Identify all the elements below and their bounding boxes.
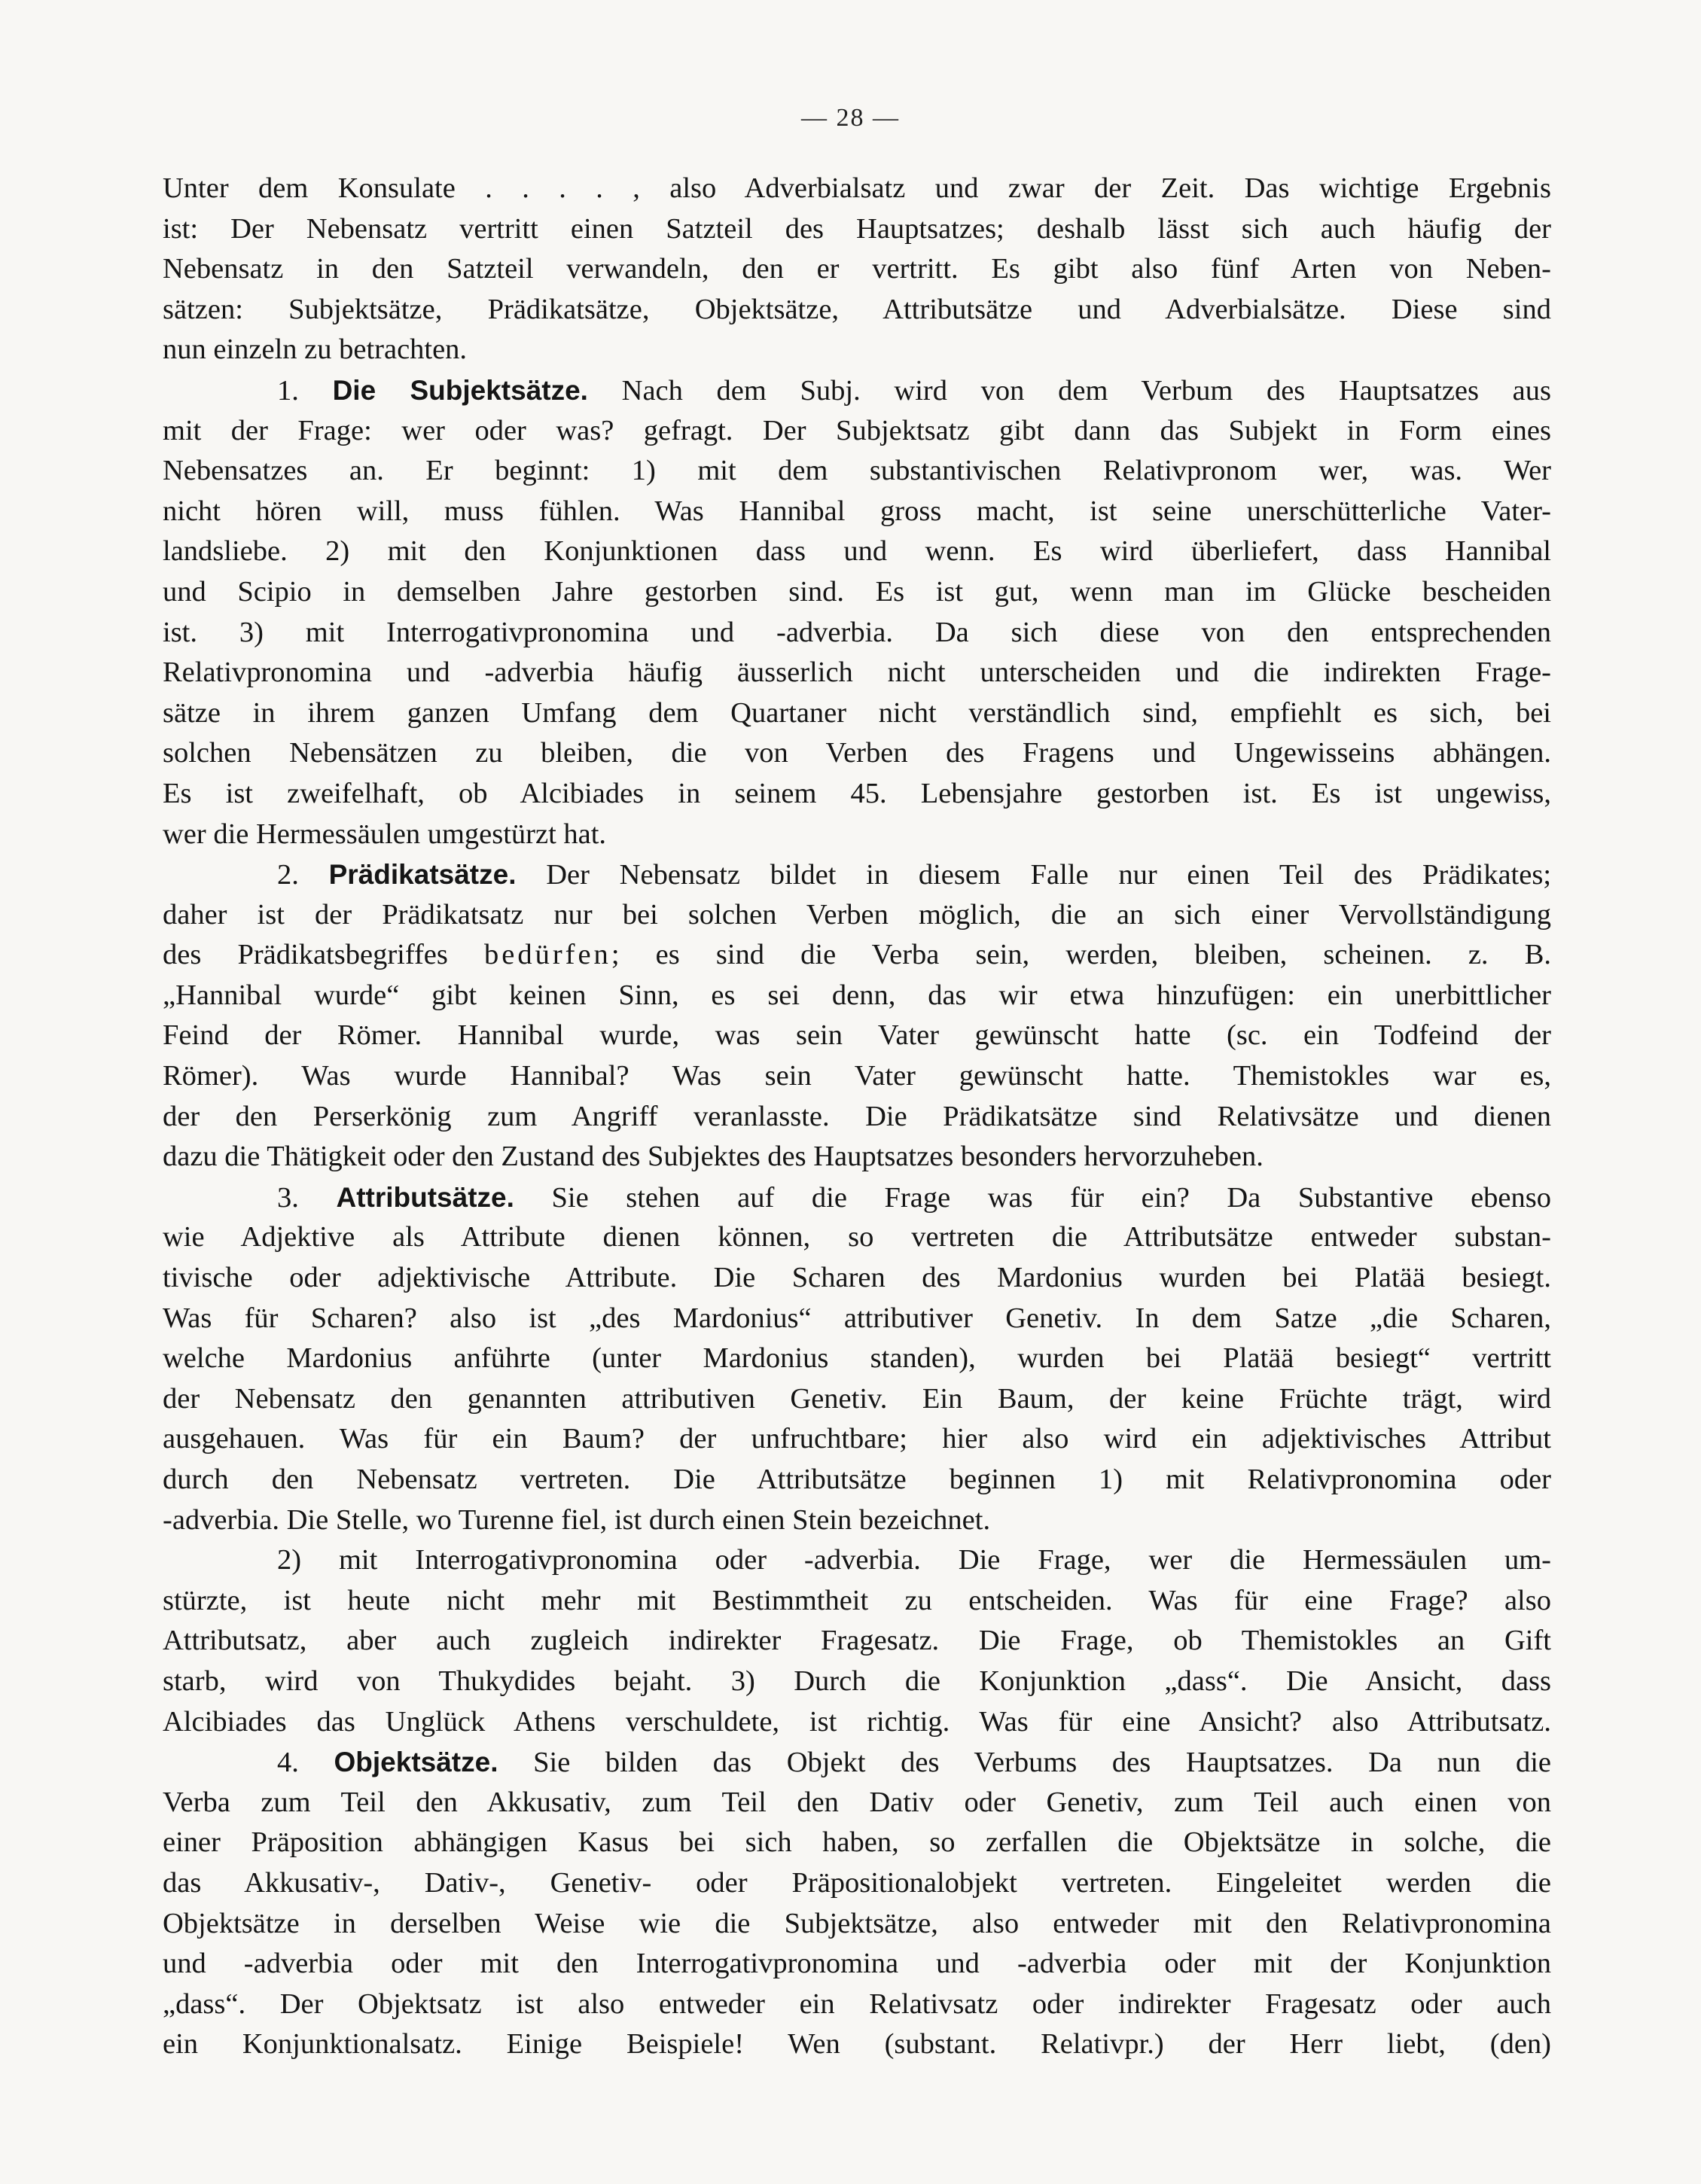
line-text: Römer). Was wurde Hannibal? Was sein Vater gewünscht hatte. Themistokles war es, (163, 1060, 1551, 1092)
line-text: Nebensatz in den Satzteil verwandeln, den er vertritt. Es gibt also fünf Arten von Neben- (163, 253, 1551, 285)
text-line (163, 1581, 1551, 1622)
text-line (163, 411, 1551, 452)
line-text: sätze in ihrem ganzen Umfang dem Quartaner nicht verständlich sind, empfiehlt es sich, bei (163, 696, 1551, 729)
line-text: „dass“. Der Objektsatz ist also entweder ein Relativsatz oder indirekter Fragesatz oder auch (163, 1988, 1551, 2020)
line-text: Feind der Römer. Hannibal wurde, was sein Vater gewünscht hatte (sc. ein Todfeind der (163, 1019, 1551, 1052)
text-line (163, 1984, 1551, 2025)
line-text: Der Nebensatz bildet in diesem Falle nur einen Teil des Prädikates; (516, 859, 1552, 891)
text-line (163, 532, 1551, 572)
text-line (163, 330, 1551, 370)
line-text: 2) mit Interrogativpronomina oder -adverbia. Die Frage, wer die Hermessäulen um- (277, 1544, 1551, 1576)
line-text: sätzen: Subjektsätze, Prädikatsätze, Objektsätze, Attributsätze und Adverbialsätze. Diese sind (163, 293, 1551, 325)
text-line (163, 1621, 1551, 1662)
text-line (163, 774, 1551, 815)
text-line (163, 1217, 1551, 1258)
text-line (163, 492, 1551, 532)
text-line (163, 1339, 1551, 1379)
text-line (163, 1944, 1551, 1984)
text-line (163, 1500, 1551, 1541)
line-text: Alcibiades das Unglück Athens verschuldete, ist richtig. Was für eine Ansicht? also Attributsatz. (163, 1705, 1551, 1738)
line-text: starb, wird von Thukydides bejaht. 3) Durch die Konjunktion „dass“. Die Ansicht, dass (163, 1665, 1551, 1697)
text-line (163, 693, 1551, 734)
text-line (163, 1742, 1551, 1783)
text-line (163, 169, 1551, 209)
text-line (163, 1016, 1551, 1056)
line-text: einer Präposition abhängigen Kasus bei sich haben, so zerfallen die Objektsätze in solche, die (163, 1826, 1551, 1859)
section-number: 4. (277, 1747, 334, 1779)
line-text: und -adverbia oder mit den Interrogativpronomina und -adverbia oder mit der Konjunktion (163, 1948, 1551, 1980)
body-text (163, 169, 1551, 2065)
line-text: landsliebe. 2) mit den Konjunktionen dass und wenn. Es wird überliefert, dass Hannibal (163, 535, 1551, 568)
line-text: Sie stehen auf die Frage was für ein? Da Substantive ebenso (514, 1181, 1552, 1214)
section-number: 1. (277, 374, 333, 407)
text-line (163, 1783, 1551, 1823)
line-text: Relativpronomina und -adverbia häufig äusserlich nicht unterscheiden und die indirekten Frage- (163, 656, 1551, 689)
line-text: mit der Frage: wer oder was? gefragt. Der Subjektsatz gibt dann das Subjekt in Form eines (163, 414, 1551, 446)
line-text: solchen Nebensätzen zu bleiben, die von Verben des Fragens und Ungewisseins abhängen. (163, 737, 1551, 769)
line-text: Nebensatzes an. Er beginnt: 1) mit dem substantivischen Relativpronom wer, was. Wer (163, 455, 1551, 487)
line-text: Objektsätze in derselben Weise wie die Subjektsätze, also entweder mit den Relativpronomina (163, 1907, 1551, 1939)
text-line (163, 895, 1551, 936)
text-line (163, 249, 1551, 290)
text-line (163, 2024, 1551, 2065)
text-line (163, 1097, 1551, 1138)
line-text: Nach dem Subj. wird von dem Verbum des Hauptsatzes aus (587, 374, 1551, 407)
text-line (163, 976, 1551, 1016)
text-line (163, 290, 1551, 330)
line-text: „Hannibal wurde“ gibt keinen Sinn, es sei denn, das wir etwa hinzufügen: ein unerbittlicher (163, 979, 1551, 1011)
text-line (163, 1299, 1551, 1339)
text-line (163, 1379, 1551, 1420)
text-line (163, 370, 1551, 411)
section-number: 2. (277, 859, 329, 891)
text-line (163, 815, 1551, 855)
text-line (163, 733, 1551, 774)
section-heading: Objektsätze. (334, 1747, 498, 1778)
line-text: Es ist zweifelhaft, ob Alcibiades in seinem 45. Lebensjahre gestorben ist. Es ist ungewiss, (163, 777, 1551, 809)
text-line (163, 653, 1551, 693)
text-line (163, 1540, 1551, 1581)
section-heading: Die Subjektsätze. (332, 374, 588, 406)
text-line (163, 1177, 1551, 1218)
line-text: ausgehauen. Was für ein Baum? der unfruchtbare; hier also wird ein adjektivisches Attribut (163, 1423, 1551, 1455)
line-text: dazu die Thätigkeit oder den Zustand des Subjektes des Hauptsatzes besonders hervorzuheben. (163, 1141, 1264, 1173)
line-text: nicht hören will, muss fühlen. Was Hannibal gross macht, ist seine unerschütterliche Vater- (163, 495, 1551, 527)
line-text: daher ist der Prädikatsatz nur bei solchen Verben möglich, die an sich einer Vervollständigung (163, 898, 1551, 931)
text-line (163, 1137, 1551, 1177)
text-line (163, 1056, 1551, 1097)
line-text: Unter dem Konsulate . . . . , also Adverbialsatz und zwar der Zeit. Das wichtige Ergebnis (163, 172, 1551, 204)
line-text: stürzte, ist heute nicht mehr mit Bestimmtheit zu entscheiden. Was für eine Frage? also (163, 1584, 1551, 1616)
text-line (163, 1904, 1551, 1945)
text-line (163, 451, 1551, 492)
text-line (163, 1662, 1551, 1702)
line-text: wie Adjektive als Attribute dienen können, so vertreten die Attributsätze entweder substan- (163, 1221, 1551, 1253)
text-line (163, 1863, 1551, 1904)
line-text: ein Konjunktionalsatz. Einige Beispiele! Wen (substant. Relativpr.) der Herr liebt, (den) (163, 2028, 1551, 2061)
line-text: ist. 3) mit Interrogativpronomina und -adverbia. Da sich diese von den entsprechenden (163, 616, 1551, 648)
line-text: ; es sind die Verba sein, werden, bleiben, scheinen. z. B. (611, 939, 1551, 971)
section-heading: Prädikatsätze. (328, 859, 517, 891)
text-line (163, 1460, 1551, 1500)
emphasized-word: bedürfen (483, 939, 611, 971)
text-line (163, 572, 1551, 613)
line-text: Attributsatz, aber auch zugleich indirekter Fragesatz. Die Frage, ob Themistokles an Gift (163, 1625, 1551, 1657)
line-text: Verba zum Teil den Akkusativ, zum Teil den Dativ oder Genetiv, zum Teil auch einen von (163, 1786, 1551, 1818)
text-line (163, 1419, 1551, 1460)
line-text: Was für Scharen? also ist „des Mardonius“ attributiver Genetiv. In dem Satze „die Scharen, (163, 1302, 1551, 1334)
text-line (163, 854, 1551, 895)
line-text: -adverbia. Die Stelle, wo Turenne fiel, ist durch einen Stein bezeichnet. (163, 1503, 991, 1536)
line-text: des Prädikatsbegriffes (163, 939, 484, 971)
line-text: wer die Hermessäulen umgestürzt hat. (163, 818, 607, 850)
section-heading: Attributsätze. (336, 1181, 514, 1213)
text-line (163, 935, 1551, 976)
text-line (163, 209, 1551, 250)
line-text: ist: Der Nebensatz vertritt einen Satzteil des Hauptsatzes; deshalb lässt sich auch häufig der (163, 212, 1551, 245)
text-line (163, 1823, 1551, 1863)
line-text: welche Mardonius anführte (unter Mardonius standen), wurden bei Platää besiegt“ vertritt (163, 1342, 1551, 1375)
line-text: nun einzeln zu betrachten. (163, 334, 468, 366)
text-line (163, 613, 1551, 653)
page-number: — 28 — (801, 104, 900, 132)
line-text: der den Perserkönig zum Angriff veranlasste. Die Prädikatsätze sind Relativsätze und dienen (163, 1100, 1551, 1132)
text-line (163, 1702, 1551, 1743)
line-text: und Scipio in demselben Jahre gestorben sind. Es ist gut, wenn man im Glücke bescheiden (163, 575, 1551, 608)
line-text: Sie bilden das Objekt des Verbums des Hauptsatzes. Da nun die (498, 1747, 1551, 1779)
line-text: das Akkusativ-, Dativ-, Genetiv- oder Präpositionalobjekt vertreten. Eingeleitet werden die (163, 1866, 1551, 1899)
line-text: durch den Nebensatz vertreten. Die Attributsätze beginnen 1) mit Relativpronomina oder (163, 1464, 1551, 1495)
line-text: tivische oder adjektivische Attribute. Die Scharen des Mardonius wurden bei Platää besiegt. (163, 1262, 1551, 1294)
line-text: der Nebensatz den genannten attributiven Genetiv. Ein Baum, der keine Früchte trägt, wird (163, 1382, 1551, 1415)
text-line (163, 1258, 1551, 1299)
section-number: 3. (277, 1181, 337, 1214)
